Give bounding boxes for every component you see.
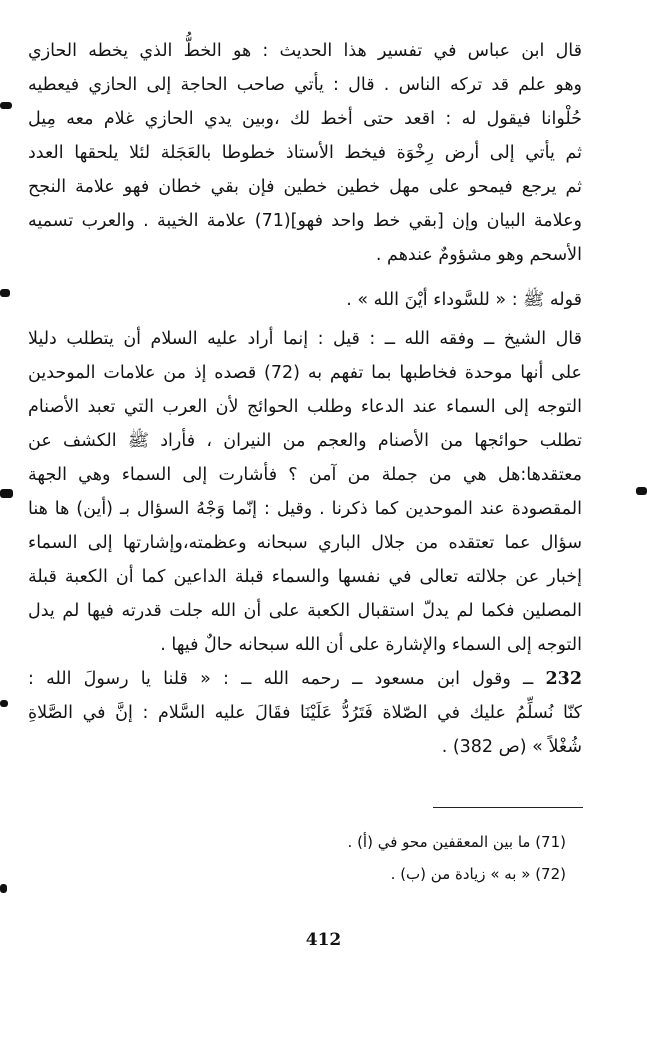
text-line: ثم يرجع فيمحو على مهل خطين خطين فإن بقي خطان فهو علامة النجح	[28, 177, 582, 197]
text-line: الأسحم وهو مشؤومٌ عندهم .	[375, 245, 582, 265]
scan-edge-mark	[0, 489, 13, 498]
footnote-72: (72) « به » زيادة من (ب) .	[390, 865, 566, 883]
commentary-paragraph-ibn-abbas	[28, 34, 582, 272]
text-line: قوله ﷺ : « للسَّوداء أيْنَ الله » .	[346, 290, 582, 310]
text-line: المصلين فكما لم يدلّ استقبال الكعبة على أن الله جلت قدرته فيها لم يدل	[28, 601, 582, 621]
text-line: وعلامة البيان وإن [بقي خط واحد فهو](71) علامة الخيبة . والعرب تسميه	[28, 211, 582, 231]
text-line: شُغْلاً » (ص 382) .	[441, 737, 582, 757]
text-line: كنّا نُسلِّمُ عليك في الصّلاة فَتَرُدُّ عَلَيْنَا فقَالَ عليه السَّلام : إنَّ في الصَّلاةِ	[28, 703, 582, 723]
footnote-divider	[433, 807, 583, 808]
footnotes	[28, 826, 566, 890]
text-line: قال ابن عباس في تفسير هذا الحديث : هو الخطُّ الذي يخطه الحازي	[28, 41, 582, 61]
footnote-71: (71) ما بين المعقفين محو في (أ) .	[347, 833, 566, 851]
text-line: المقصودة عند الموحدين كما ذكرنا . وقيل : إنّما وَجْهُ السؤال بـ (أين) ها هنا	[28, 499, 582, 519]
hadith-quote-paragraph	[28, 283, 582, 317]
hadith-232-paragraph	[28, 662, 582, 764]
text-fragment: ــ وقول ابن مسعود ــ رحمه الله ــ : « قلنا يا رسولَ الله :	[28, 669, 546, 689]
text-line: وهو علم قد تركه الناس . قال : يأتي صاحب الحاجة إلى الحازي فيعطيه	[28, 75, 582, 95]
scan-edge-mark	[0, 700, 8, 707]
text-line: التوجه إلى السماء والإشارة على أن الله سبحانه حالٌ فيها .	[160, 635, 582, 655]
hadith-number: 232	[545, 669, 582, 689]
text-line: على أنها موحدة فخاطبها بما تفهم به (72) قصده إذ من علامات الموحدين	[28, 363, 582, 383]
text-line: معتقدها:هل هي من جملة من آمن ؟ فأشارت إلى السماء وهي الجهة	[28, 465, 582, 485]
text-line	[28, 662, 582, 696]
text-line: قال الشيخ ــ وفقه الله ــ : قيل : إنما أراد عليه السلام أن يتطلب دليلا	[28, 329, 582, 349]
text-line: تطلب حوائجها من الأصنام والعجم من النيران ، فأراد ﷺ الكشف عن	[28, 431, 582, 451]
text-line: حُلْوانا فيقول له : اقعد حتى أخط لك ،وبين يدي الحازي غلام معه مِيل	[28, 109, 582, 129]
page-number: 412	[305, 930, 342, 950]
scan-edge-mark	[0, 289, 10, 297]
scan-edge-mark	[636, 487, 647, 495]
text-line: ثم يأتي إلى أرض رِخْوَة فيخط الأستاذ خطوطا بالعَجَلة لئلا يلحقها العدد	[28, 143, 582, 163]
text-line: إخبار عن جلالته تعالى في نفسها والسماء قبلة الداعين كما أن الكعبة قبلة	[28, 567, 582, 587]
scan-edge-mark	[0, 102, 12, 109]
text-line: التوجه إلى السماء عند الدعاء وطلب الحوائج لأن العرب التي تعبد الأصنام	[28, 397, 582, 417]
text-line: سؤال عما تعتقده من جلال الباري سبحانه وعظمته،وإشارتها إلى السماء	[28, 533, 582, 553]
sheikh-commentary-paragraph	[28, 322, 582, 662]
scan-edge-mark	[0, 884, 7, 893]
